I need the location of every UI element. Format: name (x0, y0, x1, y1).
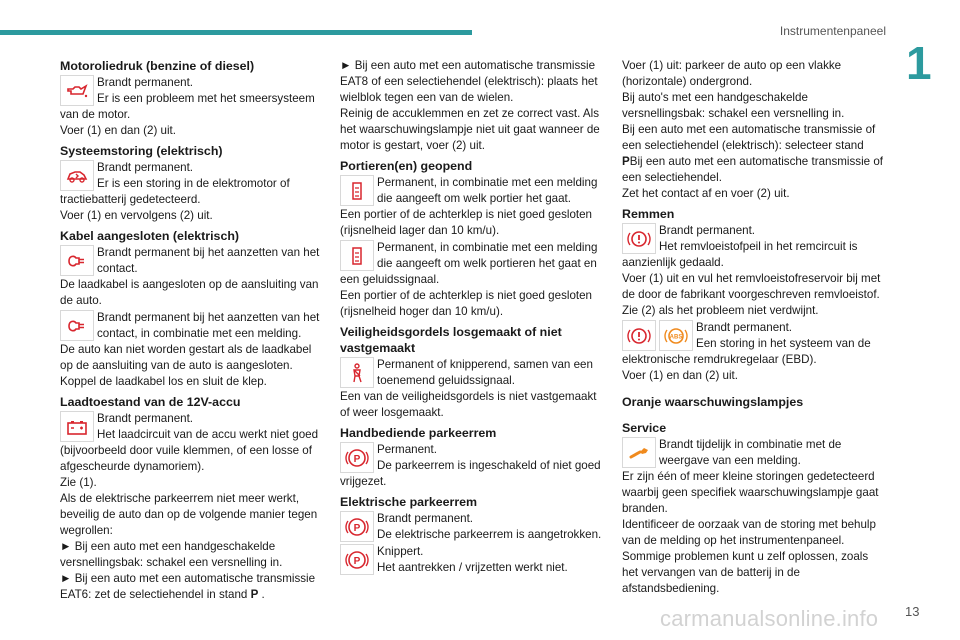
svg-text:P: P (353, 453, 361, 465)
cable-a2: De laadkabel is aangesloten op de aansluiting van de auto. (60, 278, 319, 307)
oil-line-1: Brandt permanent. (97, 76, 194, 89)
belts-heading: Veiligheidsgordels losgemaakt of niet vastgemaakt (340, 325, 562, 355)
eat8-bullet: ► Bij een auto met een automatische transmissie EAT8 of een selectiehendel (elektrisch): plaats het wielblok tegen een van de wielen. (340, 59, 598, 104)
epb-a1: Brandt permanent. (377, 512, 474, 525)
epb-a2: De elektrische parkeerrem is aangetrokken. (377, 528, 602, 541)
battery-entry (60, 411, 322, 475)
brakes-line-2: Het remvloeistofpeil in het remcircuit is aanzienlijk gedaald. (622, 240, 858, 269)
epb-b2: Het aantrekken / vrijzetten werkt niet. (377, 561, 568, 574)
door-open-icon (340, 240, 374, 271)
svg-text:P: P (353, 522, 361, 534)
ebd-entry (622, 320, 884, 368)
doors-a2: Een portier of de achterklep is niet goed gesloten (rijsnelheid lager dan 10 km/u). (340, 208, 593, 237)
epb-entry-1 (340, 511, 606, 543)
orange-lamps-heading: Oranje waarschuwingslampjes (622, 395, 804, 409)
epb-heading: Elektrische parkeerrem (340, 495, 478, 509)
brakes-line-3: Voer (1) uit en vul het remvloeistofreservoir bij met de door de fabrikant voorgeschreven remvloeistof. Zie (2) als het probleem niet verdwijnt. (622, 272, 881, 317)
service-line-2: Er zijn één of meer kleine storingen gedetecteerd waarbij geen specifiek waarschuwingslampje gaat branden. (622, 470, 879, 515)
oil-pressure-entry (60, 75, 322, 123)
hand-brake-entry (340, 442, 606, 490)
c3-intro: Voer (1) uit: parkeer de auto op een vlakke (horizontale) ondergrond. (622, 59, 842, 88)
ebd-line-2: Een storing in het systeem van de elektronische remdrukregelaar (EBD). (622, 337, 871, 366)
column-1 (60, 58, 322, 603)
sys-line-1: Brandt permanent. (97, 161, 194, 174)
belts-entry (340, 357, 606, 389)
brakes-heading: Remmen (622, 207, 675, 221)
lamp-note: Reinig de accuklemmen en zet ze correct vast. Als het waarschuwingslampje niet uit gaat wanneer de motor is gestart, voer (2) uit. (340, 107, 600, 152)
batt-line-2: Het laadcircuit van de accu werkt niet goed (bijvoorbeeld door vuile klemmen, of een losse of afgescheurde dynamoriem). (60, 428, 319, 473)
svg-text:ABS: ABS (669, 334, 683, 340)
c3-auto: Bij een auto met een automatische transmissie of een selectiehendel (elektrisch): selecteer stand PBij een auto met een automatische transmissie of een selectiehendel. (622, 123, 883, 184)
charging-plug-icon (60, 245, 94, 276)
sys-line-2: Er is een storing in de elektromotor of tractiebatterij gedetecteerd. (60, 177, 290, 206)
ebd-line-1: Brandt permanent. (696, 321, 793, 334)
batt-line-4: Als de elektrische parkeerrem niet meer werkt, beveilig de auto dan op de volgende manier tegen wegrollen: (60, 492, 318, 537)
chapter-number: 1 (906, 37, 932, 89)
service-entry (622, 437, 884, 469)
hand-brake-heading: Handbediende parkeerrem (340, 426, 497, 440)
oil-pressure-heading: Motoroliedruk (benzine of diesel) (60, 59, 255, 73)
abs-icon (659, 320, 693, 351)
parking-brake-icon (340, 544, 374, 575)
system-fault-heading: Systeemstoring (elektrisch) (60, 144, 223, 158)
page-number: 13 (905, 604, 920, 619)
epb-b1: Knippert. (377, 545, 424, 558)
hand-line-2: De parkeerrem is ingeschakeld of niet goed vrijgezet. (340, 459, 601, 488)
oil-can-icon (60, 75, 94, 106)
sys-line-3: Voer (1) en vervolgens (2) uit. (60, 209, 213, 222)
batt-bullet-1: ► Bij een auto met een handgeschakelde versnellingsbak: schakel een versnelling in. (60, 540, 283, 569)
battery-icon (60, 411, 94, 442)
brake-icon (622, 223, 656, 254)
doors-b2: Een portier of de achterklep is niet goed gesloten (rijsnelheid hoger dan 10 km/u). (340, 289, 593, 318)
wrench-icon (622, 437, 656, 468)
car-fault-icon (60, 160, 94, 191)
brakes-line-1: Brandt permanent. (659, 224, 756, 237)
doors-heading: Portieren(en) geopend (340, 159, 473, 173)
belts-line-2: Een van de veiligheidsgordels is niet vastgemaakt of weer losgemaakt. (340, 390, 597, 419)
cable-b2: De auto kan niet worden gestart als de laadkabel op de aansluiting van de auto is aangesloten. (60, 343, 312, 372)
svg-text:P: P (353, 555, 361, 567)
epb-entry-2 (340, 544, 606, 576)
cable-entry-2 (60, 310, 322, 342)
service-heading: Service (622, 421, 667, 435)
column-3 (622, 58, 884, 597)
seatbelt-icon (340, 357, 374, 388)
batt-line-3: Zie (1). (60, 476, 97, 489)
service-line-3: Identificeer de oorzaak van de storing met behulp van de melding op het instrumentenpaneel. (622, 518, 876, 547)
cable-a1: Brandt permanent bij het aanzetten van het contact. (97, 246, 320, 275)
charging-plug-icon (60, 310, 94, 341)
ebd-line-3: Voer (1) en dan (2) uit. (622, 369, 738, 382)
bullet-arrow-icon: ► (340, 59, 355, 72)
parking-brake-icon (340, 511, 374, 542)
cable-b3: Koppel de laadkabel los en sluit de klep. (60, 375, 267, 388)
bullet-arrow-icon: ► (60, 540, 75, 553)
watermark: carmanualsonline.info (660, 606, 879, 631)
doors-a1: Permanent, in combinatie met een melding die aangeeft om welk portier het gaat. (377, 176, 598, 205)
column-2 (340, 58, 606, 576)
belts-line-1: Permanent of knipperend, samen van een toenemend geluidssignaal. (377, 358, 593, 387)
batt-line-1: Brandt permanent. (97, 412, 194, 425)
brakes-entry (622, 223, 884, 271)
battery-heading: Laadtoestand van de 12V-accu (60, 395, 241, 409)
header-accent-bar (0, 30, 472, 35)
bullet-arrow-icon: ► (60, 572, 75, 585)
parking-brake-icon (340, 442, 374, 473)
doors-entry-2 (340, 240, 606, 288)
c3-ignition: Zet het contact af en voer (2) uit. (622, 187, 790, 200)
cable-heading: Kabel aangesloten (elektrisch) (60, 229, 240, 243)
oil-line-3: Voer (1) en dan (2) uit. (60, 124, 176, 137)
batt-bullet-2: ► Bij een auto met een automatische transmissie EAT6: zet de selectiehendel in stand P . (60, 572, 316, 601)
hand-line-1: Permanent. (377, 443, 437, 456)
system-fault-entry (60, 160, 322, 208)
c3-manual: Bij auto's met een handgeschakelde versnellingsbak: schakel een versnelling in. (622, 91, 845, 120)
brake-icon (622, 320, 656, 351)
service-line-4: Sommige problemen kunt u zelf oplossen, zoals het vervangen van de batterij in de afstandsbediening. (622, 550, 869, 595)
service-line-1: Brandt tijdelijk in combinatie met de weergave van een melding. (659, 438, 842, 467)
cable-entry-1 (60, 245, 322, 277)
doors-b1: Permanent, in combinatie met een melding die aangeeft om welk portieren het gaat en een geluidssignaal. (340, 241, 598, 286)
door-open-icon (340, 175, 374, 206)
doors-entry-1 (340, 175, 606, 207)
oil-line-2: Er is een probleem met het smeersysteem van de motor. (60, 92, 315, 121)
section-title: Instrumentenpaneel (779, 24, 886, 38)
cable-b1: Brandt permanent bij het aanzetten van het contact, in combinatie met een melding. (97, 311, 320, 340)
